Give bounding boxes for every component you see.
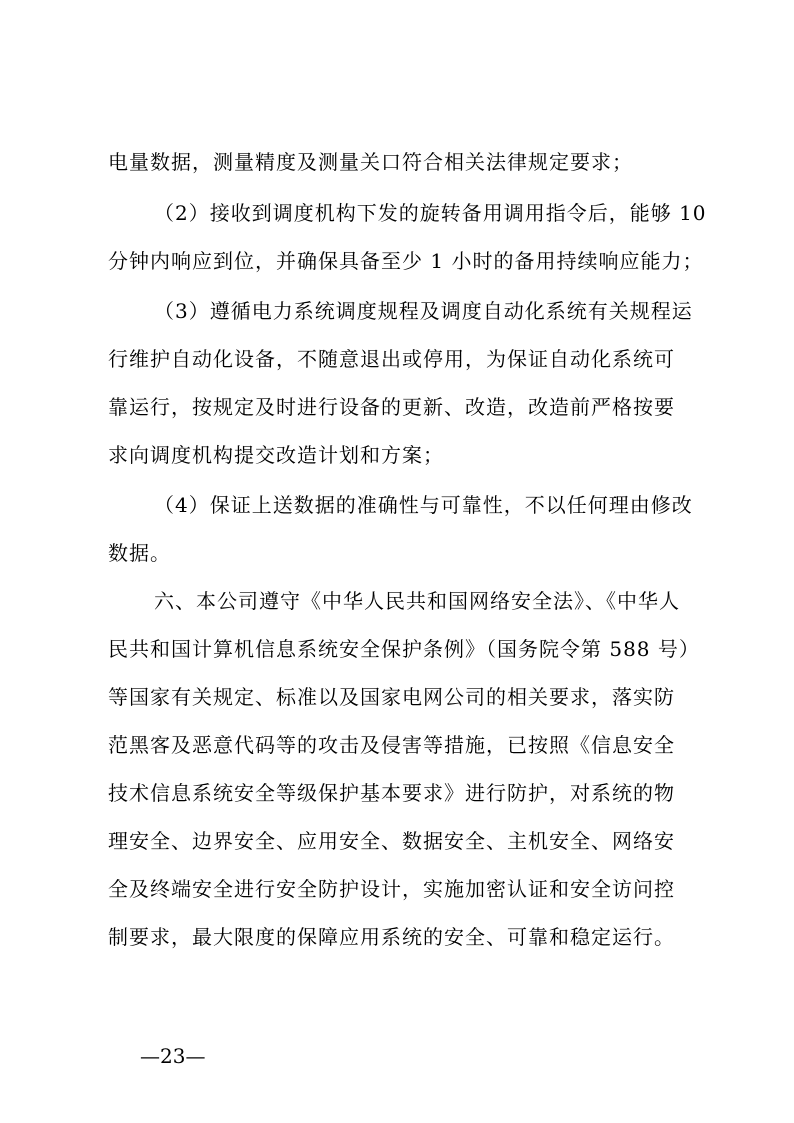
text-line-6: 靠运行，按规定及时进行设备的更新、改造，改造前严格按要	[108, 395, 675, 419]
text-line-10: 六、本公司遵守《中华人民共和国网络安全法》、《中华人	[154, 589, 680, 613]
text-line-16: 全及终端安全进行安全防护设计，实施加密认证和安全访问控	[108, 877, 675, 901]
text-line-4: （3）遵循电力系统调度规程及调度自动化系统有关规程运	[154, 299, 693, 323]
text-line-2: （2）接收到调度机构下发的旋转备用调用指令后，能够 10	[154, 201, 707, 225]
text-line-11: 民共和国计算机信息系统安全保护条例》（国务院令第 588 号）	[108, 637, 700, 661]
text-line-12: 等国家有关规定、标准以及国家电网公司的相关要求，落实防	[108, 685, 675, 709]
text-line-7: 求向调度机构提交改造计划和方案；	[108, 443, 444, 467]
text-line-3: 分钟内响应到位，并确保具备至少 1 小时的备用持续响应能力；	[108, 249, 704, 273]
text-line-13: 范黑客及恶意代码等的攻击及侵害等措施，已按照《信息安全	[108, 733, 675, 757]
text-line-14: 技术信息系统安全等级保护基本要求》进行防护，对系统的物	[108, 781, 675, 805]
text-line-9: 数据。	[108, 541, 171, 565]
page-number: —23—	[140, 1044, 206, 1068]
text-line-5: 行维护自动化设备，不随意退出或停用，为保证自动化系统可	[108, 347, 675, 371]
text-line-17: 制要求，最大限度的保障应用系统的安全、可靠和稳定运行。	[108, 925, 675, 949]
text-line-15: 理安全、边界安全、应用安全、数据安全、主机安全、网络安	[108, 829, 675, 853]
text-line-8: （4）保证上送数据的准确性与可靠性，不以任何理由修改	[154, 493, 693, 517]
text-line-1: 电量数据，测量精度及测量关口符合相关法律规定要求；	[108, 150, 633, 174]
